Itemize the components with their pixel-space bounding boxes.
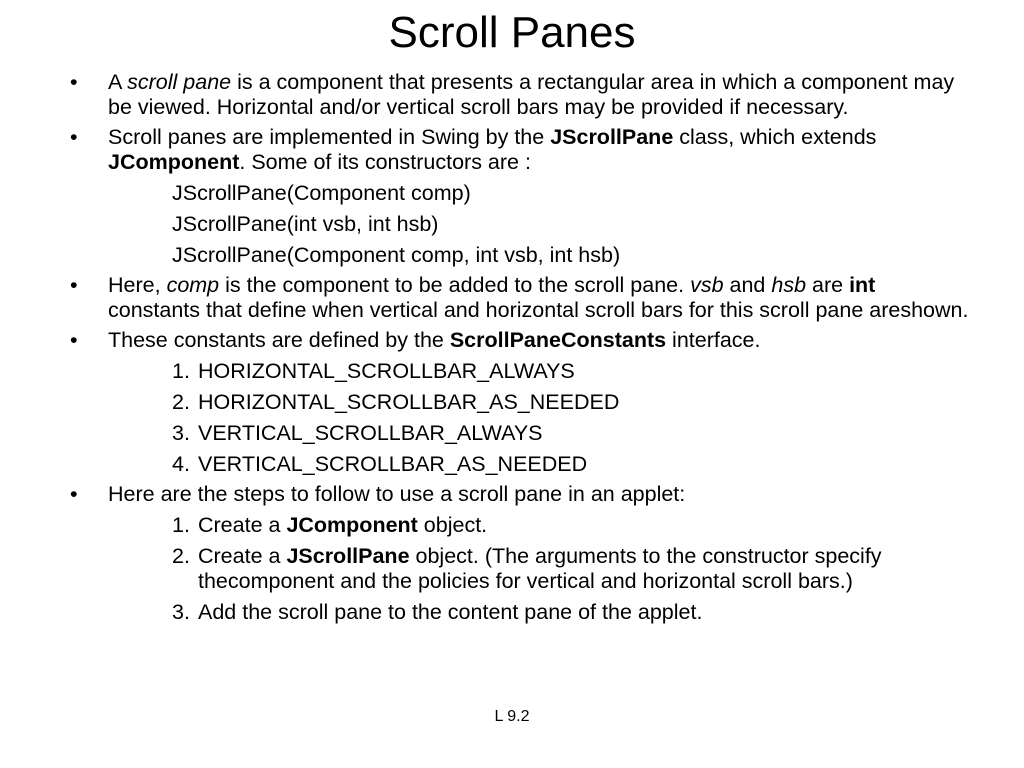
slide-number: L 9.2 (494, 708, 530, 725)
text-run: interface. (666, 328, 761, 352)
item-number: 1. (172, 359, 190, 383)
text-run: and (723, 273, 772, 297)
bullet-dot: • (70, 482, 78, 506)
step-item (70, 513, 970, 538)
emphasis-scroll-pane: scroll pane (127, 70, 232, 94)
step-number: 2. (172, 544, 190, 568)
text-run: class, which extends (673, 125, 877, 149)
text-run: Create a (198, 513, 287, 537)
constructor-line: JScrollPane(Component comp, int vsb, int hsb) (172, 243, 621, 267)
text-run: Scroll panes are implemented in Swing by the (108, 125, 551, 149)
text-run: object. (The arguments to the constructor specify thecomponent and the policies for vertical and horizontal scroll bars.) (198, 544, 882, 593)
text-run: constants that define when vertical and horizontal scroll bars for this scroll pane areshown. (108, 298, 969, 322)
constant-name: HORIZONTAL_SCROLLBAR_AS_NEEDED (198, 390, 620, 414)
slide-content (70, 70, 970, 625)
text-run: Add the scroll pane to the content pane of the applet. (198, 600, 703, 624)
constructor-line: JScrollPane(Component comp) (172, 181, 471, 205)
slide-title: Scroll Panes (388, 8, 636, 57)
bold-jscrollpane: JScrollPane (550, 125, 674, 149)
bullet-parameters (70, 273, 970, 323)
text-run: These constants are defined by the (108, 328, 450, 352)
bold-scrollpaneconstants: ScrollPaneConstants (449, 328, 667, 352)
emphasis-vsb: vsb (690, 273, 724, 297)
step-item (70, 544, 970, 594)
text-run: . Some of its constructors are : (239, 150, 531, 174)
emphasis-hsb: hsb (771, 273, 807, 297)
constant-name: HORIZONTAL_SCROLLBAR_ALWAYS (198, 359, 575, 383)
item-number: 4. (172, 452, 190, 476)
bullet-jscrollpane-class (70, 125, 970, 175)
step-number: 3. (172, 600, 190, 624)
text-run: object. (417, 513, 488, 537)
constant-item (70, 421, 970, 446)
bold-int: int (849, 273, 876, 297)
constant-name: VERTICAL_SCROLLBAR_AS_NEEDED (198, 452, 588, 476)
bullet-dot: • (70, 70, 78, 94)
text-run: is the component to be added to the scroll pane. (219, 273, 691, 297)
bullet-dot: • (70, 328, 78, 352)
emphasis-comp: comp (166, 273, 220, 297)
item-number: 2. (172, 390, 190, 414)
constant-item (70, 359, 970, 384)
bold-jcomponent: JComponent (108, 150, 240, 174)
text-run: Here, (108, 273, 167, 297)
constant-name: VERTICAL_SCROLLBAR_ALWAYS (198, 421, 543, 445)
text-run: are (806, 273, 850, 297)
text-run: A (108, 70, 128, 94)
text-run: Here are the steps to follow to use a scroll pane in an applet: (108, 482, 686, 506)
step-item (70, 600, 970, 625)
bullet-scroll-pane-definition (70, 70, 970, 120)
constant-item (70, 452, 970, 477)
bold-jscrollpane: JScrollPane (286, 544, 410, 568)
bullet-constants-interface (70, 328, 970, 353)
item-number: 3. (172, 421, 190, 445)
bold-jcomponent: JComponent (286, 513, 418, 537)
step-number: 1. (172, 513, 190, 537)
text-run: Create a (198, 544, 287, 568)
bullet-steps-intro (70, 482, 970, 507)
constant-item (70, 390, 970, 415)
bullet-dot: • (70, 125, 78, 149)
constructor-line: JScrollPane(int vsb, int hsb) (172, 212, 439, 236)
bullet-dot: • (70, 273, 78, 297)
text-run: is a component that presents a rectangular area in which a component may be viewed. Horizontal and/or vertical scroll bars may be provided if necessary. (108, 70, 955, 119)
